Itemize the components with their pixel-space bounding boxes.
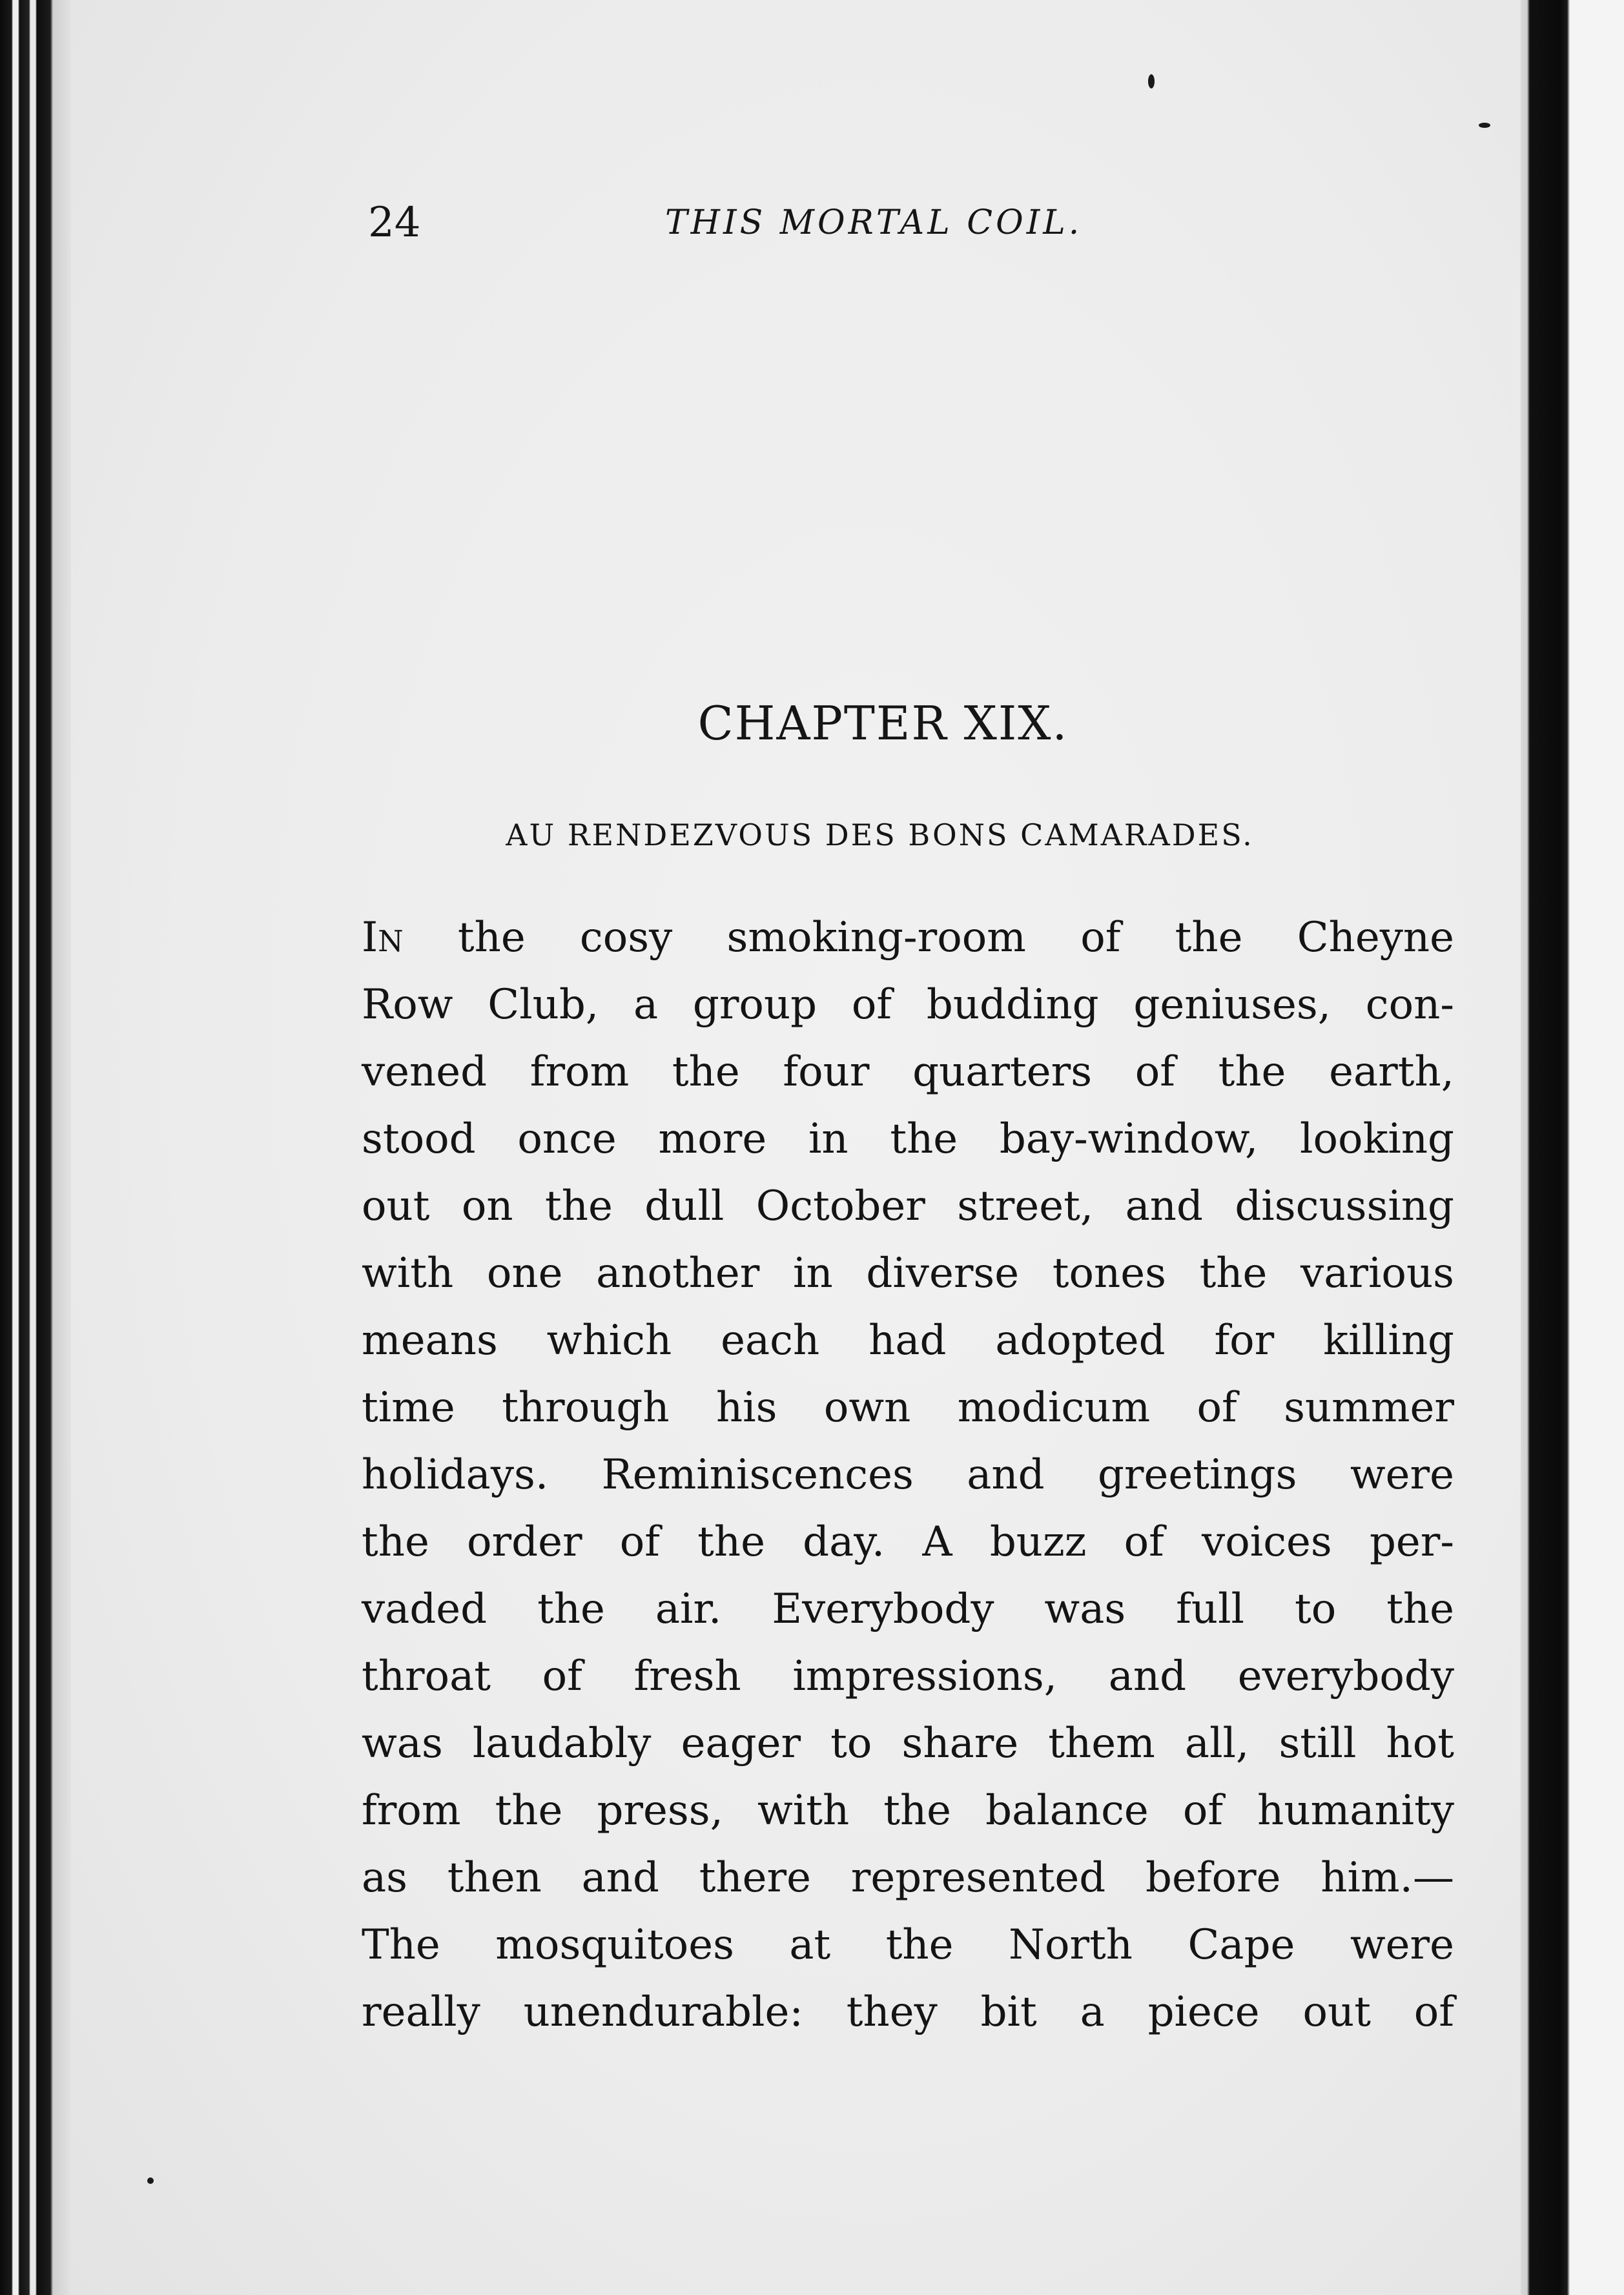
text-line: was laudably eager to share them all, still hot [362,1720,1454,1767]
drop-word: In [362,914,404,962]
text-line: with one another in diverse tones the various [362,1250,1454,1297]
running-title: THIS MORTAL COIL. [665,203,1083,242]
running-head [71,194,1521,252]
text-line: holidays. Reminiscences and greetings were [362,1451,1454,1499]
text-line-content: the cosy smoking-room of the Cheyne [457,914,1455,962]
text-line: the order of the day. A buzz of voices per- [362,1518,1454,1566]
text-line: Row Club, a group of budding geniuses, con- [362,981,1454,1029]
text-line: out on the dull October street, and discussing [362,1182,1454,1230]
book-binding-right [1521,0,1624,2295]
text-line: throat of fresh impressions, and everybody [362,1652,1454,1700]
chapter-subtitle: AU RENDEZVOUS DES BONS CAMARADES. [506,818,1254,852]
text-line: as then and there represented before him.— [362,1854,1454,1902]
book-page [71,0,1521,2295]
body-paragraph [362,904,1454,2046]
text-line: vaded the air. Everybody was full to the [362,1585,1454,1633]
text-line: means which each had adopted for killing [362,1317,1454,1364]
text-line [362,904,1454,971]
page-number: 24 [368,199,421,247]
text-line: vened from the four quarters of the earth, [362,1048,1454,1096]
chapter-heading: CHAPTER XIX. [697,696,1069,750]
scan-speck [1479,123,1490,128]
scan-speck [1148,74,1155,88]
text-line: stood once more in the bay-window, looking [362,1115,1454,1163]
text-line: really unendurable: they bit a piece out of [362,1988,1454,2036]
text-line: from the press, with the balance of humanity [362,1787,1454,1835]
book-binding-left [0,0,71,2295]
text-line: The mosquitoes at the North Cape were [362,1921,1454,1969]
scan-speck [147,2177,154,2184]
text-line: time through his own modicum of summer [362,1384,1454,1432]
